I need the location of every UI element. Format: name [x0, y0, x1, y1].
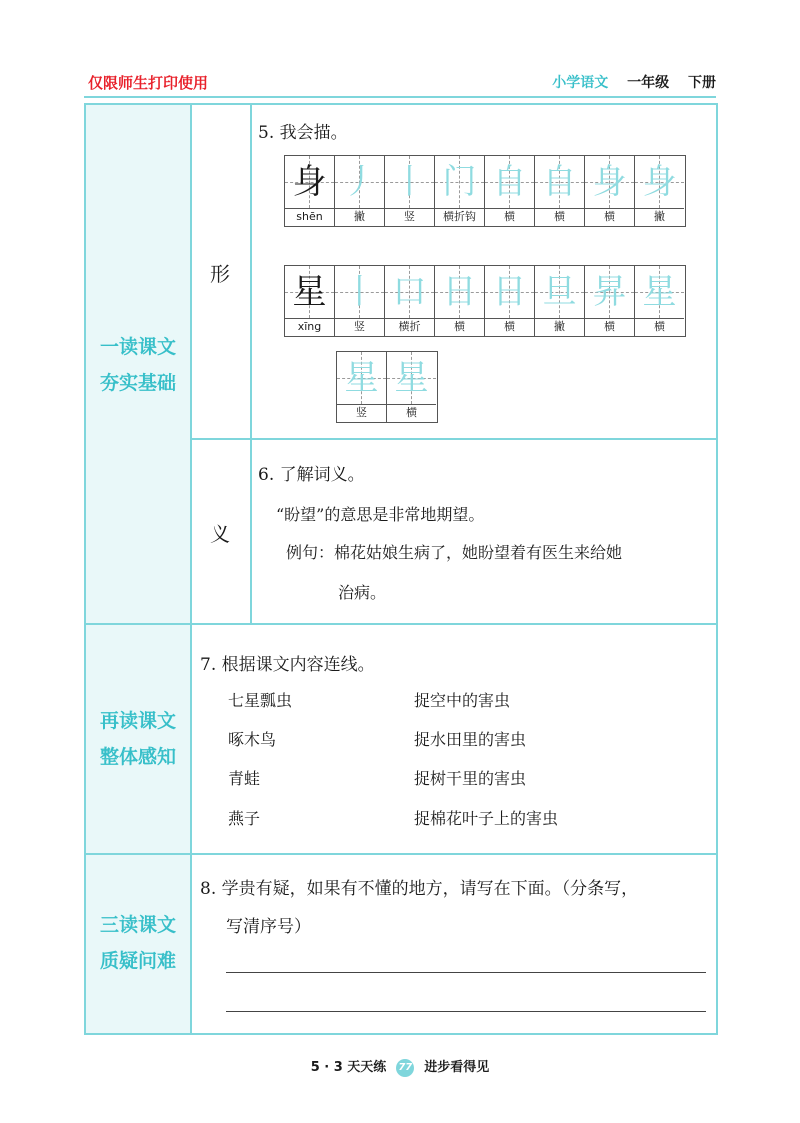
header-rule — [84, 96, 716, 98]
trace-char: 门 — [442, 162, 477, 202]
grid-cell[interactable] — [435, 156, 485, 226]
section3-label-line2: 质疑问难 — [99, 950, 176, 972]
stroke-name: 横 — [504, 210, 515, 223]
footer-series: 5 · 3 天天练 — [310, 1060, 387, 1075]
stroke-name: 撇 — [554, 320, 565, 333]
pinyin-shen: shēn — [296, 210, 323, 223]
meaning-sub-label: 义 — [210, 522, 230, 546]
answer-line[interactable] — [226, 972, 706, 973]
stroke-name: 横 — [406, 406, 417, 419]
stroke-name: 撇 — [354, 210, 365, 223]
header-grade: 一年级 — [627, 75, 670, 91]
section3-label-line1: 三读课文 — [99, 914, 176, 936]
trace-char: 身 — [592, 162, 627, 202]
grid-cell[interactable] — [485, 156, 535, 226]
match-right-item[interactable]: 捉水田里的害虫 — [414, 730, 527, 749]
grid-cell[interactable] — [585, 156, 635, 226]
subcolumn-divider — [250, 105, 252, 623]
trace-char: 丨 — [342, 272, 377, 312]
model-char-xing: 星 — [292, 272, 327, 312]
trace-grid-shen — [284, 155, 686, 227]
trace-char: 身 — [642, 162, 677, 202]
stroke-name: 横 — [604, 320, 615, 333]
trace-char: 自 — [542, 162, 577, 202]
divider-section2-3 — [86, 853, 716, 855]
trace-char: 星 — [344, 358, 379, 398]
trace-char: 旦 — [542, 272, 577, 312]
page-footer — [0, 1056, 800, 1077]
section1-label — [86, 329, 190, 401]
page-number-badge: 77 — [396, 1059, 414, 1077]
question-8-title: 8. 学贵有疑，如果有不懂的地方，请写在下面。（分条写， — [200, 879, 639, 899]
grid-cell[interactable] — [435, 266, 485, 336]
grid-cell[interactable] — [635, 156, 685, 226]
stroke-name: 横折钩 — [443, 210, 476, 223]
stroke-name: 横折 — [398, 320, 421, 333]
stroke-name: 横 — [604, 210, 615, 223]
meaning-definition: “盼望”的意思是非常地期望。 — [276, 505, 485, 524]
grid-cell[interactable] — [387, 352, 437, 422]
question-6-title: 6. 了解词义。 — [258, 465, 365, 485]
question-7-title: 7. 根据课文内容连线。 — [200, 655, 375, 675]
stroke-name: 竖 — [356, 406, 367, 419]
trace-char: 星 — [642, 272, 677, 312]
grid-cell[interactable] — [385, 156, 435, 226]
section3-label — [86, 907, 190, 979]
trace-char: 星 — [394, 358, 429, 398]
section1-label-line2: 夯实基础 — [99, 372, 176, 394]
question-5-title: 5. 我会描。 — [258, 123, 348, 143]
section-label-column — [86, 105, 192, 1033]
trace-grid-xing-cont — [336, 351, 438, 423]
match-right-item[interactable]: 捉棉花叶子上的害虫 — [414, 809, 559, 828]
footer-slogan: 进步看得见 — [424, 1060, 490, 1075]
example-sentence-cont: 治病。 — [338, 583, 387, 602]
trace-char: 日 — [492, 272, 527, 312]
trace-char: 昇 — [592, 272, 627, 312]
match-right-item[interactable]: 捉树干里的害虫 — [414, 769, 527, 788]
trace-char: 丨 — [392, 162, 427, 202]
header-left-text: 仅限师生打印使用 — [88, 74, 209, 92]
grid-cell[interactable] — [335, 156, 385, 226]
model-char-shen: 身 — [292, 162, 327, 202]
grid-cell[interactable] — [337, 352, 387, 422]
grid-cell[interactable] — [485, 266, 535, 336]
divider-shape-meaning — [190, 438, 716, 440]
trace-grid-xing — [284, 265, 686, 337]
stroke-name: 撇 — [654, 210, 665, 223]
trace-char: 丿 — [342, 162, 377, 202]
answer-line[interactable] — [226, 1011, 706, 1012]
stroke-name: 横 — [504, 320, 515, 333]
trace-char: 自 — [492, 162, 527, 202]
match-left-item[interactable]: 青蛙 — [228, 769, 261, 788]
stroke-name: 横 — [454, 320, 465, 333]
shape-sub-label: 形 — [210, 262, 230, 286]
match-right-item[interactable]: 捉空中的害虫 — [414, 691, 511, 710]
trace-char: 口 — [392, 272, 427, 312]
grid-cell[interactable] — [585, 266, 635, 336]
divider-section1-2 — [86, 623, 716, 625]
match-left-item[interactable]: 七星瓢虫 — [228, 691, 293, 710]
grid-cell[interactable] — [335, 266, 385, 336]
trace-char: 日 — [442, 272, 477, 312]
section2-label-line2: 整体感知 — [99, 746, 176, 768]
stroke-name: 横 — [654, 320, 665, 333]
section2-label — [86, 703, 190, 775]
pinyin-xing: xīng — [297, 320, 322, 333]
stroke-name: 竖 — [354, 320, 365, 333]
header-course-info — [552, 72, 716, 92]
example-sentence: 例句：棉花姑娘生病了，她盼望着有医生来给她 — [286, 543, 623, 562]
grid-cell — [285, 156, 335, 226]
match-left-item[interactable]: 燕子 — [228, 809, 261, 828]
header-volume: 下册 — [688, 75, 716, 91]
grid-cell[interactable] — [385, 266, 435, 336]
grid-cell — [285, 266, 335, 336]
grid-cell[interactable] — [535, 156, 585, 226]
question-8-title-cont: 写清序号） — [226, 917, 311, 937]
grid-cell[interactable] — [635, 266, 685, 336]
header-subject: 小学语文 — [552, 75, 609, 91]
match-left-item[interactable]: 啄木鸟 — [228, 730, 277, 749]
section1-label-line1: 一读课文 — [99, 336, 176, 358]
stroke-name: 竖 — [404, 210, 415, 223]
stroke-name: 横 — [554, 210, 565, 223]
section2-label-line1: 再读课文 — [99, 710, 176, 732]
grid-cell[interactable] — [535, 266, 585, 336]
